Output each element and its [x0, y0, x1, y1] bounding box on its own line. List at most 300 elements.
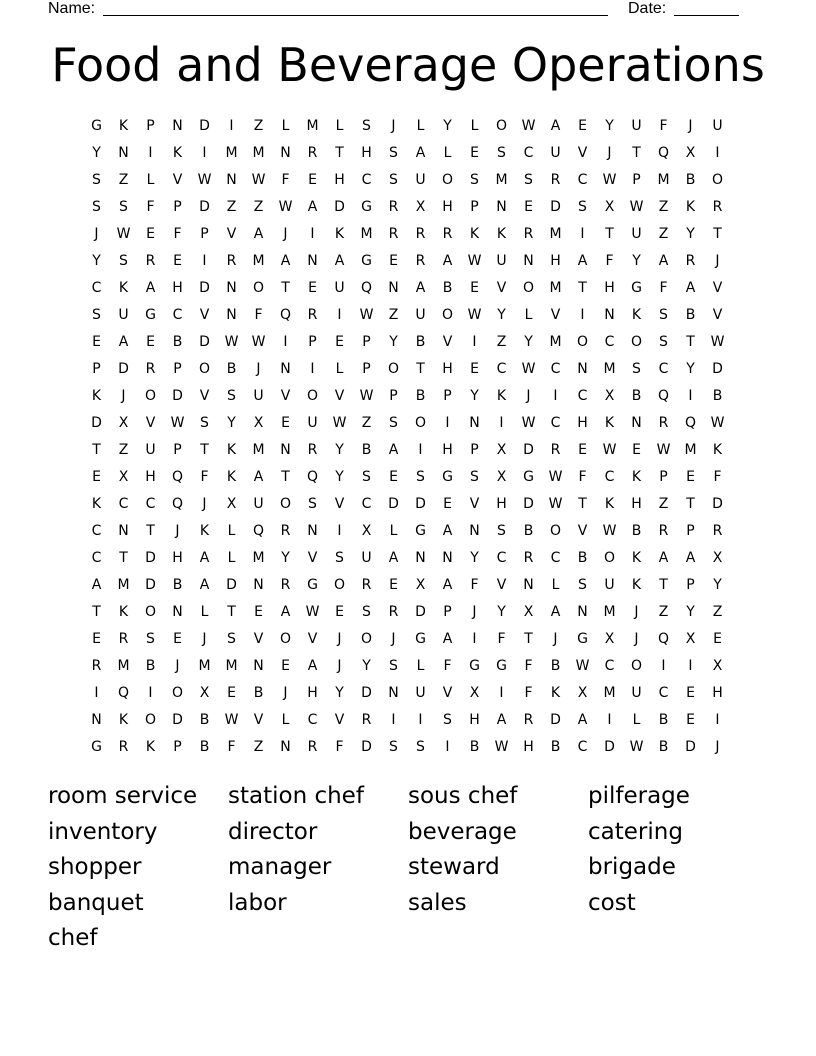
grid-letter: R	[145, 361, 156, 377]
grid-letter: D	[172, 712, 183, 728]
grid-letter: X	[199, 685, 210, 701]
grid-letter: B	[172, 334, 183, 350]
grid-letter: O	[144, 388, 157, 404]
grid-letter: A	[577, 712, 588, 728]
grid-letter: N	[469, 415, 480, 431]
grid-letter: X	[523, 604, 534, 620]
grid-letter: R	[658, 523, 669, 539]
grid-letter: R	[388, 226, 399, 242]
grid-letter: D	[388, 496, 399, 512]
grid-row	[83, 653, 731, 680]
grid-letter: D	[172, 388, 183, 404]
grid-letter: H	[550, 253, 561, 269]
grid-letter: N	[631, 415, 642, 431]
grid-letter: T	[281, 469, 290, 485]
grid-letter: R	[550, 172, 561, 188]
grid-letter: N	[307, 523, 318, 539]
grid-letter: Y	[470, 388, 479, 404]
grid-letter: F	[227, 739, 236, 755]
grid-row	[83, 194, 731, 221]
grid-letter: Y	[686, 226, 695, 242]
grid-letter: G	[631, 280, 642, 296]
grid-letter: D	[118, 361, 129, 377]
grid-row	[83, 167, 731, 194]
grid-letter: K	[604, 496, 615, 512]
grid-letter: Z	[658, 604, 669, 620]
grid-letter: S	[497, 145, 506, 161]
grid-letter: C	[307, 712, 318, 728]
grid-letter: S	[416, 469, 425, 485]
grid-letter: V	[442, 685, 453, 701]
grid-letter: V	[307, 631, 318, 647]
word-list-item: manager	[228, 854, 332, 880]
grid-letter: H	[496, 496, 507, 512]
grid-letter: V	[334, 712, 345, 728]
grid-letter: G	[577, 631, 588, 647]
grid-letter: C	[361, 496, 372, 512]
grid-letter: C	[361, 172, 372, 188]
grid-letter: L	[227, 550, 236, 566]
grid-letter: F	[605, 253, 614, 269]
grid-letter: I	[580, 307, 585, 323]
grid-letter: M	[117, 658, 130, 674]
grid-letter: T	[659, 577, 668, 593]
grid-letter: M	[603, 685, 616, 701]
grid-letter: N	[442, 550, 453, 566]
grid-letter: V	[334, 388, 345, 404]
grid-letter: E	[92, 631, 101, 647]
word-list-item: director	[228, 818, 318, 845]
grid-letter: P	[632, 172, 641, 188]
grid-letter: S	[524, 172, 533, 188]
grid-letter: O	[630, 334, 643, 350]
grid-letter: U	[550, 145, 561, 161]
grid-letter: S	[632, 361, 641, 377]
grid-letter: J	[715, 253, 720, 269]
grid-letter: H	[307, 685, 318, 701]
grid-row	[83, 680, 731, 707]
grid-letter: O	[711, 172, 724, 188]
grid-letter: Q	[360, 280, 373, 296]
date-line	[674, 15, 739, 16]
grid-letter: M	[225, 145, 238, 161]
grid-letter: N	[523, 577, 534, 593]
grid-letter: C	[658, 361, 669, 377]
grid-letter: M	[549, 280, 562, 296]
grid-letter: Y	[92, 145, 101, 161]
grid-letter: C	[91, 550, 102, 566]
grid-letter: X	[685, 631, 696, 647]
grid-letter: Y	[686, 361, 695, 377]
grid-letter: V	[199, 388, 210, 404]
grid-letter: Q	[657, 388, 670, 404]
grid-letter: I	[391, 712, 396, 728]
grid-row	[83, 356, 731, 383]
grid-letter: V	[145, 415, 156, 431]
grid-letter: M	[225, 658, 238, 674]
grid-letter: R	[658, 415, 669, 431]
grid-letter: M	[198, 658, 211, 674]
grid-letter: N	[577, 604, 588, 620]
grid-letter: S	[119, 199, 128, 215]
grid-letter: K	[631, 469, 642, 485]
grid-letter: M	[306, 118, 319, 134]
grid-row	[83, 329, 731, 356]
grid-letter: D	[712, 496, 723, 512]
grid-letter: X	[118, 469, 129, 485]
grid-letter: A	[388, 442, 399, 458]
grid-letter: I	[283, 334, 288, 350]
grid-letter: A	[199, 550, 210, 566]
word-list-item: banquet	[48, 889, 144, 916]
grid-letter: P	[659, 469, 668, 485]
grid-letter: I	[715, 712, 720, 728]
grid-letter: W	[521, 415, 536, 431]
grid-letter: N	[415, 550, 426, 566]
grid-letter: V	[280, 388, 291, 404]
grid-letter: D	[199, 280, 210, 296]
grid-letter: C	[523, 145, 534, 161]
grid-letter: D	[361, 739, 372, 755]
grid-letter: Q	[657, 145, 670, 161]
grid-letter: L	[416, 658, 425, 674]
grid-letter: S	[92, 307, 101, 323]
grid-letter: T	[686, 496, 695, 512]
grid-row	[83, 518, 731, 545]
grid-letter: K	[469, 226, 480, 242]
grid-letter: H	[523, 739, 534, 755]
grid-letter: B	[361, 442, 372, 458]
grid-row	[83, 113, 731, 140]
word-list-item: sales	[408, 889, 467, 916]
grid-letter: T	[416, 361, 425, 377]
grid-letter: K	[496, 388, 507, 404]
grid-letter: B	[631, 388, 642, 404]
grid-letter: U	[631, 118, 642, 134]
grid-letter: C	[577, 388, 588, 404]
grid-letter: O	[387, 361, 400, 377]
grid-letter: R	[307, 442, 318, 458]
grid-letter: R	[523, 712, 534, 728]
grid-letter: E	[578, 118, 587, 134]
grid-letter: C	[496, 550, 507, 566]
grid-letter: L	[389, 523, 398, 539]
grid-letter: K	[550, 685, 561, 701]
grid-letter: C	[577, 739, 588, 755]
word-list-item: steward	[408, 854, 500, 880]
grid-letter: D	[550, 199, 561, 215]
grid-letter: Q	[171, 469, 184, 485]
grid-letter: Z	[118, 172, 129, 188]
grid-letter: V	[334, 496, 345, 512]
grid-letter: H	[361, 145, 372, 161]
grid-letter: E	[92, 469, 101, 485]
grid-letter: R	[523, 226, 534, 242]
grid-letter: N	[253, 658, 264, 674]
grid-letter: G	[91, 739, 102, 755]
grid-letter: J	[472, 604, 477, 620]
grid-letter: T	[281, 280, 290, 296]
grid-letter: J	[391, 631, 396, 647]
grid-letter: Z	[658, 496, 669, 512]
grid-letter: O	[171, 685, 184, 701]
grid-row	[83, 572, 731, 599]
grid-letter: V	[253, 712, 264, 728]
grid-letter: D	[145, 577, 156, 593]
grid-letter: R	[307, 739, 318, 755]
grid-row	[83, 734, 731, 761]
grid-letter: R	[388, 604, 399, 620]
grid-letter: A	[145, 280, 156, 296]
grid-letter: D	[604, 739, 615, 755]
grid-letter: S	[92, 172, 101, 188]
grid-letter: Q	[306, 469, 319, 485]
grid-letter: T	[200, 442, 209, 458]
grid-letter: S	[227, 388, 236, 404]
grid-letter: N	[172, 604, 183, 620]
grid-letter: A	[118, 334, 129, 350]
grid-letter: A	[307, 658, 318, 674]
grid-letter: H	[712, 685, 723, 701]
grid-letter: D	[550, 712, 561, 728]
grid-letter: R	[145, 253, 156, 269]
grid-letter: F	[470, 577, 479, 593]
grid-letter: H	[145, 469, 156, 485]
grid-letter: O	[306, 388, 319, 404]
grid-letter: M	[657, 172, 670, 188]
grid-letter: Z	[253, 118, 264, 134]
grid-letter: O	[495, 118, 508, 134]
grid-letter: Z	[496, 334, 507, 350]
grid-letter: N	[280, 145, 291, 161]
grid-letter: D	[415, 496, 426, 512]
grid-letter: T	[605, 226, 614, 242]
grid-letter: O	[279, 496, 292, 512]
grid-letter: F	[659, 118, 668, 134]
grid-letter: W	[602, 172, 617, 188]
grid-letter: H	[631, 496, 642, 512]
grid-letter: P	[470, 199, 479, 215]
grid-letter: X	[712, 550, 723, 566]
grid-letter: C	[91, 280, 102, 296]
word-list-item: shopper	[48, 854, 142, 880]
grid-letter: K	[145, 739, 156, 755]
grid-letter: H	[442, 361, 453, 377]
grid-letter: Y	[227, 415, 236, 431]
grid-row	[83, 302, 731, 329]
grid-letter: R	[118, 739, 129, 755]
grid-letter: B	[658, 712, 669, 728]
grid-letter: A	[442, 523, 453, 539]
grid-letter: S	[227, 631, 236, 647]
grid-letter: W	[710, 334, 725, 350]
grid-letter: I	[202, 253, 207, 269]
grid-letter: D	[145, 550, 156, 566]
grid-letter: Y	[524, 334, 533, 350]
grid-letter: E	[308, 172, 317, 188]
grid-letter: E	[308, 280, 317, 296]
grid-letter: J	[526, 388, 531, 404]
grid-letter: P	[470, 442, 479, 458]
grid-letter: R	[91, 658, 102, 674]
grid-letter: V	[550, 307, 561, 323]
grid-letter: L	[335, 361, 344, 377]
grid-letter: W	[467, 307, 482, 323]
grid-letter: U	[496, 253, 507, 269]
grid-letter: N	[226, 172, 237, 188]
grid-row	[83, 248, 731, 275]
grid-letter: I	[337, 523, 342, 539]
grid-letter: P	[308, 334, 317, 350]
grid-letter: A	[442, 253, 453, 269]
grid-letter: X	[253, 415, 264, 431]
page-title: Food and Beverage Operations	[51, 38, 765, 92]
grid-row	[83, 464, 731, 491]
grid-letter: H	[469, 712, 480, 728]
grid-row	[83, 707, 731, 734]
grid-letter: H	[604, 280, 615, 296]
grid-letter: E	[578, 442, 587, 458]
grid-letter: B	[145, 658, 156, 674]
grid-letter: O	[252, 280, 265, 296]
grid-letter: I	[310, 226, 315, 242]
grid-letter: Y	[443, 118, 452, 134]
grid-letter: W	[170, 415, 185, 431]
grid-letter: Y	[497, 604, 506, 620]
grid-letter: E	[443, 496, 452, 512]
grid-letter: N	[91, 712, 102, 728]
grid-letter: P	[92, 361, 101, 377]
grid-letter: B	[523, 523, 534, 539]
grid-letter: O	[144, 604, 157, 620]
grid-letter: M	[549, 226, 562, 242]
grid-letter: X	[496, 442, 507, 458]
grid-letter: X	[496, 469, 507, 485]
grid-letter: N	[577, 361, 588, 377]
grid-letter: L	[200, 604, 209, 620]
grid-letter: C	[604, 334, 615, 350]
grid-letter: U	[631, 685, 642, 701]
grid-letter: W	[656, 442, 671, 458]
grid-letter: P	[146, 118, 155, 134]
grid-letter: E	[632, 442, 641, 458]
grid-letter: L	[281, 712, 290, 728]
grid-letter: W	[278, 199, 293, 215]
grid-letter: W	[575, 658, 590, 674]
grid-letter: W	[548, 496, 563, 512]
grid-letter: O	[144, 712, 157, 728]
grid-letter: V	[469, 496, 480, 512]
grid-letter: I	[472, 334, 477, 350]
grid-letter: N	[523, 253, 534, 269]
grid-letter: U	[253, 388, 264, 404]
grid-letter: X	[604, 388, 615, 404]
grid-letter: T	[335, 145, 344, 161]
name-line	[103, 15, 608, 16]
grid-letter: I	[661, 658, 666, 674]
grid-letter: R	[118, 631, 129, 647]
grid-letter: K	[118, 604, 129, 620]
word-list-item: brigade	[588, 854, 676, 880]
grid-letter: L	[227, 523, 236, 539]
grid-letter: J	[283, 685, 288, 701]
grid-letter: S	[335, 550, 344, 566]
grid-letter: P	[443, 388, 452, 404]
grid-letter: I	[499, 415, 504, 431]
grid-letter: X	[361, 523, 372, 539]
grid-letter: S	[659, 307, 668, 323]
grid-letter: V	[577, 145, 588, 161]
grid-letter: E	[389, 469, 398, 485]
grid-letter: R	[280, 523, 291, 539]
grid-letter: A	[442, 631, 453, 647]
grid-letter: W	[710, 415, 725, 431]
grid-letter: K	[631, 577, 642, 593]
grid-letter: P	[173, 442, 182, 458]
grid-letter: S	[659, 334, 668, 350]
grid-letter: K	[91, 388, 102, 404]
grid-letter: B	[253, 685, 264, 701]
grid-row	[83, 140, 731, 167]
grid-letter: B	[442, 280, 453, 296]
header	[48, 0, 748, 20]
grid-row	[83, 599, 731, 626]
grid-letter: E	[92, 334, 101, 350]
grid-letter: E	[470, 361, 479, 377]
grid-letter: P	[362, 361, 371, 377]
grid-letter: X	[118, 415, 129, 431]
grid-letter: L	[335, 118, 344, 134]
grid-letter: F	[173, 226, 182, 242]
grid-letter: F	[524, 685, 533, 701]
word-list-item: chef	[48, 925, 98, 951]
grid-letter: H	[442, 199, 453, 215]
grid-letter: O	[414, 415, 427, 431]
grid-letter: J	[553, 631, 558, 647]
grid-letter: R	[415, 253, 426, 269]
grid-letter: W	[602, 523, 617, 539]
grid-letter: W	[197, 172, 212, 188]
grid-letter: Z	[253, 199, 264, 215]
grid-letter: P	[173, 361, 182, 377]
grid-letter: L	[416, 118, 425, 134]
grid-letter: U	[253, 496, 264, 512]
grid-letter: N	[280, 442, 291, 458]
grid-letter: J	[337, 631, 342, 647]
grid-letter: O	[360, 631, 373, 647]
grid-letter: I	[418, 712, 423, 728]
grid-letter: Y	[335, 442, 344, 458]
word-list-item: labor	[228, 889, 287, 916]
grid-letter: A	[253, 226, 264, 242]
grid-letter: C	[604, 658, 615, 674]
grid-letter: A	[550, 118, 561, 134]
grid-letter: E	[146, 226, 155, 242]
grid-letter: K	[631, 307, 642, 323]
grid-letter: M	[252, 253, 265, 269]
grid-letter: R	[712, 523, 723, 539]
grid-letter: P	[686, 577, 695, 593]
grid-letter: M	[252, 442, 265, 458]
grid-letter: N	[118, 523, 129, 539]
grid-letter: L	[524, 307, 533, 323]
grid-letter: S	[578, 577, 587, 593]
grid-letter: C	[550, 361, 561, 377]
grid-letter: E	[335, 604, 344, 620]
grid-letter: M	[603, 361, 616, 377]
grid-letter: K	[631, 550, 642, 566]
grid-letter: K	[118, 118, 129, 134]
